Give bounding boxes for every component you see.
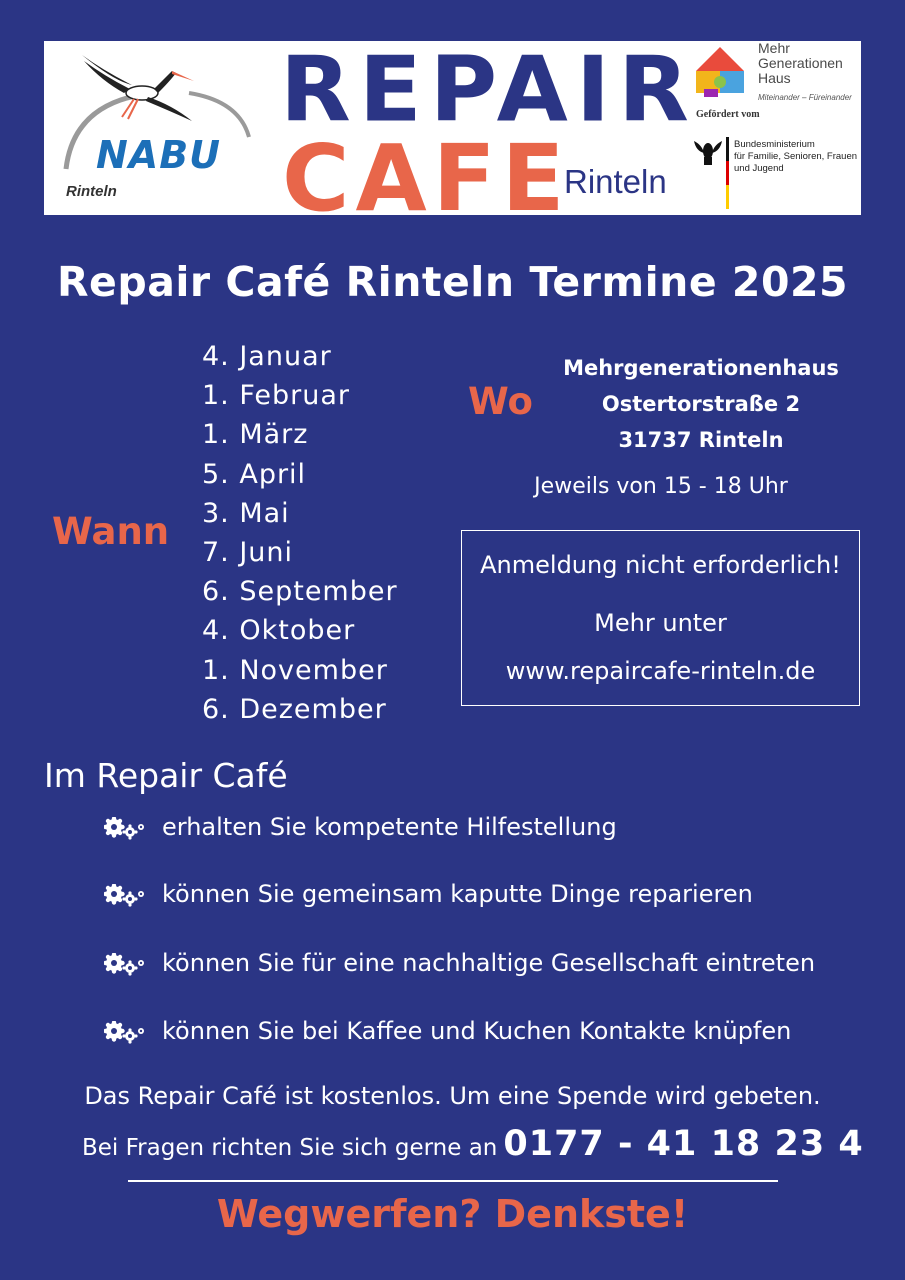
more-info-label: Mehr unter — [594, 609, 727, 637]
dates-list — [202, 337, 398, 729]
opening-hours: Jeweils von 15 - 18 Uhr — [534, 474, 788, 499]
nabu-swoosh-right-icon — [189, 93, 249, 137]
flag-stripe-icon — [726, 137, 729, 209]
puzzle-house-icon — [696, 47, 744, 97]
mgh-line: Haus — [758, 70, 791, 86]
date-item: 3. Mai — [202, 497, 290, 529]
nabu-logo-text: NABU — [96, 133, 222, 177]
ministry-text — [734, 139, 857, 175]
divider — [128, 1180, 778, 1182]
gears-icon — [104, 817, 146, 841]
address-line: Ostertorstraße 2 — [601, 392, 801, 416]
date-item: 4. Oktober — [202, 615, 356, 647]
date-item: 6. Dezember — [202, 693, 387, 725]
address-block — [550, 350, 852, 458]
bullet-text: erhalten Sie kompetente Hilfestellung — [162, 813, 617, 841]
date-item: 6. September — [202, 576, 398, 608]
date-item: 1. Februar — [202, 380, 351, 412]
ministry-line: und Jugend — [734, 163, 784, 174]
cafe-wordmark: CAFE — [282, 125, 571, 232]
phone-number[interactable]: 0177 - 41 18 23 4 — [503, 1124, 864, 1164]
eagle-icon — [694, 141, 722, 165]
registration-note: Anmeldung nicht erforderlich! — [480, 551, 841, 579]
date-item: 5. April — [202, 458, 307, 490]
date-item: 1. November — [202, 654, 388, 686]
address-line: Mehrgenerationenhaus — [563, 356, 839, 380]
rinteln-wordmark: Rinteln — [564, 163, 667, 200]
contact-line — [82, 1124, 864, 1164]
header-banner — [44, 37, 861, 232]
date-item: 1. März — [202, 419, 309, 451]
ministry-line: für Familie, Senioren, Frauen — [734, 151, 858, 162]
gears-icon — [104, 884, 146, 908]
date-item: 4. Januar — [202, 341, 332, 372]
bullet-text: können Sie für eine nachhaltige Gesellschaft eintreten — [162, 949, 816, 977]
date-item: 7. Juni — [202, 537, 294, 569]
ministry-line: Bundesministerium — [734, 139, 815, 150]
nabu-location: Rinteln — [66, 183, 117, 200]
mgh-line: Mehr — [758, 40, 790, 56]
page-title: Repair Café Rinteln Termine 2025 — [56, 258, 849, 306]
mgh-logo-text — [758, 41, 843, 86]
repair-wordmark: REPAIR — [280, 37, 697, 142]
address-line: 31737 Rinteln — [618, 428, 784, 452]
slogan: Wegwerfen? Denkste! — [216, 1192, 689, 1236]
wo-label: Wo — [468, 380, 533, 423]
gefoerdert-label: Gefördert vom — [696, 109, 760, 120]
info-box — [461, 530, 860, 706]
section-heading: Im Repair Café — [44, 756, 288, 795]
mgh-line: Generationen — [758, 55, 843, 71]
gears-icon — [104, 1021, 146, 1045]
website-link[interactable]: www.repaircafe-rinteln.de — [505, 657, 816, 685]
mgh-tagline: Miteinander – Füreinander — [758, 93, 852, 102]
contact-label: Bei Fragen richten Sie sich gerne an — [82, 1135, 498, 1161]
wann-label: Wann — [52, 510, 170, 553]
free-note: Das Repair Café ist kostenlos. Um eine Spende wird gebeten. — [84, 1082, 821, 1110]
gears-icon — [104, 953, 146, 977]
bullet-text: können Sie bei Kaffee und Kuchen Kontakte knüpfen — [162, 1017, 792, 1045]
bullet-text: können Sie gemeinsam kaputte Dinge reparieren — [162, 880, 753, 908]
